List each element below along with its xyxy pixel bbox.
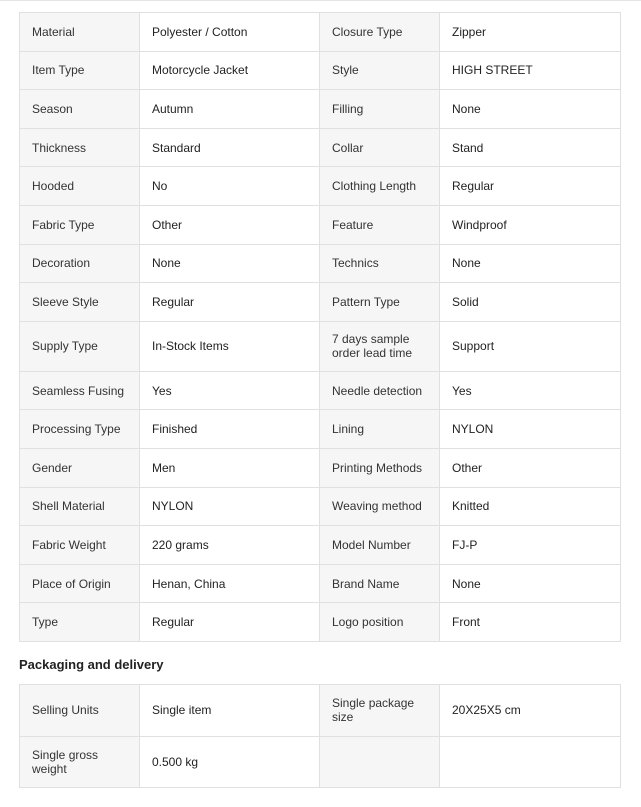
attribute-name [320,736,440,788]
attribute-value: NYLON [140,487,320,526]
attribute-value: Yes [140,371,320,410]
attribute-name: Seamless Fusing [20,371,140,410]
attribute-value: Men [140,448,320,487]
attribute-value: HIGH STREET [440,51,621,90]
attribute-name: Weaving method [320,487,440,526]
table-row [20,487,621,526]
table-row [20,526,621,565]
table-row [20,448,621,487]
table-row [20,736,621,788]
attribute-value: Single item [140,685,320,737]
attribute-name: Closure Type [320,13,440,52]
table-row [20,410,621,449]
table-row [20,244,621,283]
attribute-value: In-Stock Items [140,321,320,371]
attribute-value: Windproof [440,205,621,244]
attribute-name: Material [20,13,140,52]
attribute-value: Other [440,448,621,487]
attribute-value: 20X25X5 cm [440,685,621,737]
attribute-name: Sleeve Style [20,283,140,322]
attribute-name: Single gross weight [20,736,140,788]
packaging-table [19,684,621,788]
table-row [20,371,621,410]
attribute-name: Lining [320,410,440,449]
attribute-name: Decoration [20,244,140,283]
attribute-name: Needle detection [320,371,440,410]
attribute-value: Zipper [440,13,621,52]
attribute-name: Item Type [20,51,140,90]
attribute-value: Stand [440,128,621,167]
attribute-name: Feature [320,205,440,244]
attribute-value: No [140,167,320,206]
attribute-name: Place of Origin [20,564,140,603]
attribute-value: Standard [140,128,320,167]
attribute-name: Thickness [20,128,140,167]
attribute-name: Collar [320,128,440,167]
table-row [20,128,621,167]
table-row [20,13,621,52]
attribute-value: Regular [140,283,320,322]
top-divider [0,0,641,1]
attribute-name: Type [20,603,140,642]
attribute-value: Regular [140,603,320,642]
attribute-value: Knitted [440,487,621,526]
attribute-value: Henan, China [140,564,320,603]
attribute-name: Supply Type [20,321,140,371]
attribute-value: None [440,90,621,129]
attribute-name: Style [320,51,440,90]
table-row [20,51,621,90]
key-attributes-table [19,12,621,642]
attribute-value: Other [140,205,320,244]
attribute-value: Solid [440,283,621,322]
attribute-name: Selling Units [20,685,140,737]
attribute-name: Logo position [320,603,440,642]
attribute-name: Processing Type [20,410,140,449]
table-row [20,283,621,322]
table-row [20,167,621,206]
attribute-name: Gender [20,448,140,487]
table-row [20,205,621,244]
attribute-name: Fabric Weight [20,526,140,565]
attribute-name: Shell Material [20,487,140,526]
attribute-name: Hooded [20,167,140,206]
attribute-value: None [140,244,320,283]
attribute-name: Model Number [320,526,440,565]
attribute-value: None [440,564,621,603]
table-row [20,564,621,603]
attribute-value: Regular [440,167,621,206]
attribute-value [440,736,621,788]
table-row [20,321,621,371]
attribute-value: Finished [140,410,320,449]
attribute-value: NYLON [440,410,621,449]
attribute-value: Motorcycle Jacket [140,51,320,90]
attribute-name: Clothing Length [320,167,440,206]
table-row [20,603,621,642]
table-row [20,90,621,129]
attribute-value: FJ-P [440,526,621,565]
attribute-value: 220 grams [140,526,320,565]
attribute-value: Support [440,321,621,371]
attribute-value: 0.500 kg [140,736,320,788]
attribute-value: Yes [440,371,621,410]
attribute-value: Polyester / Cotton [140,13,320,52]
attribute-name: Fabric Type [20,205,140,244]
attribute-name: Single package size [320,685,440,737]
attribute-value: None [440,244,621,283]
attribute-name: Printing Methods [320,448,440,487]
attribute-value: Front [440,603,621,642]
attribute-value: Autumn [140,90,320,129]
attribute-name: Pattern Type [320,283,440,322]
table-row [20,685,621,737]
attribute-name: Brand Name [320,564,440,603]
attribute-name: Filling [320,90,440,129]
packaging-section-title: Packaging and delivery [19,657,164,672]
attribute-name: Technics [320,244,440,283]
attribute-name: Season [20,90,140,129]
attribute-name: 7 days sample order lead time [320,321,440,371]
